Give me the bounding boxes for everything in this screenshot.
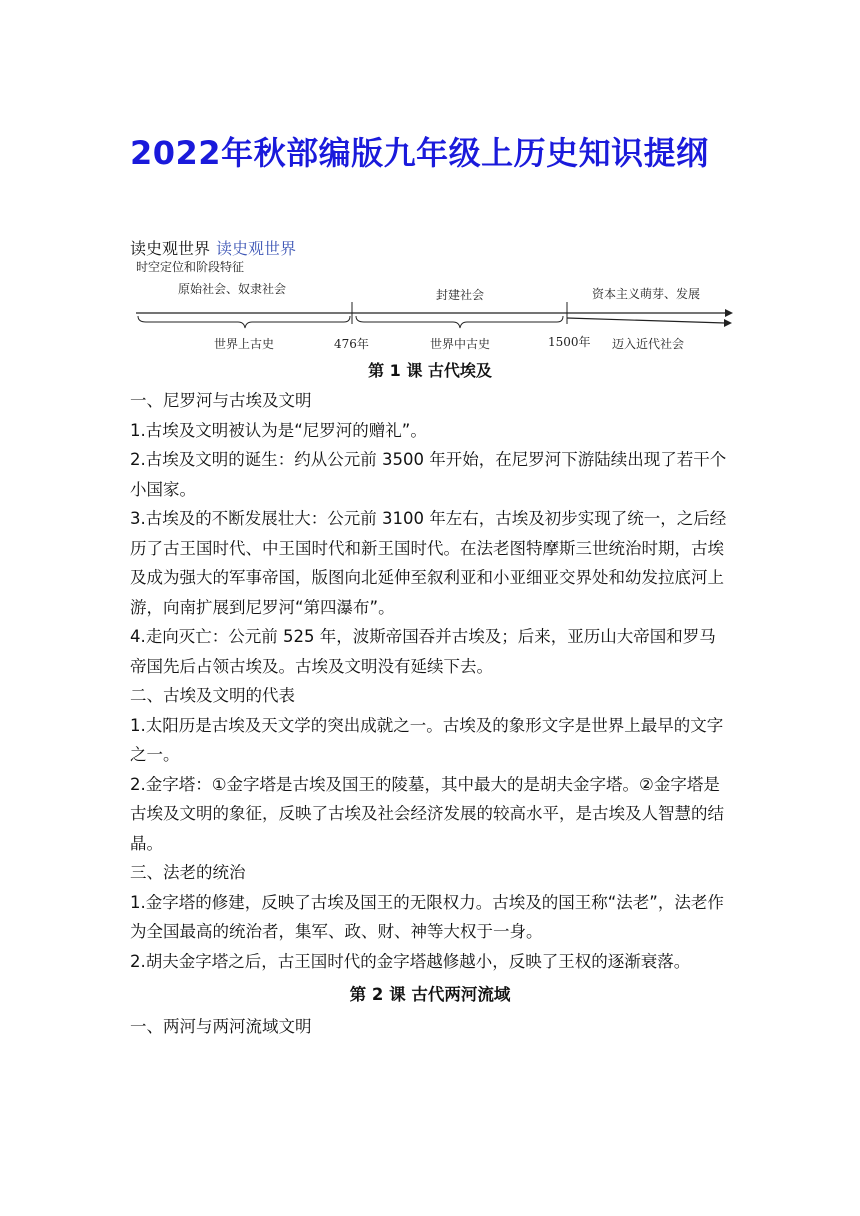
timeline-label-modern: 迈入近代社会 — [612, 337, 685, 351]
timeline-caption: 时空定位和阶段特征 — [136, 260, 245, 274]
timeline-label-capitalism: 资本主义萌芽、发展 — [592, 287, 701, 301]
lesson-1-section-3-heading: 三、法老的统治 — [130, 863, 246, 882]
section-heading — [130, 236, 296, 259]
document-body — [130, 386, 730, 1041]
section-heading-label: 读史观世界 — [130, 239, 211, 258]
lesson-1-section-1-heading: 一、尼罗河与古埃及文明 — [130, 391, 312, 410]
lesson-2-section-1-heading: 一、两河与两河流域文明 — [130, 1016, 312, 1036]
timeline-label-medieval-history: 世界中古史 — [430, 337, 491, 351]
lesson-2-title: 第 2 课 古代两河流域 — [349, 985, 511, 1004]
timeline-label-ancient-society: 原始社会、奴隶社会 — [178, 282, 287, 296]
lesson-1-paragraph: 3.古埃及的不断发展壮大：公元前 3100 年左右，古埃及初步实现了统一，之后经历了古王国时代、中王国时代和新王国时代。在法老图特摩斯三世统治时期，古埃及成为强大的军事帝国，版图向北延伸至叙利亚和小亚细亚交界处和幼发拉底河上游，向南扩展到尼罗河“第四瀑布”。 — [130, 509, 727, 617]
lesson-1-title: 第 1 课 古代埃及 — [368, 361, 492, 380]
lesson-1-paragraph: 1.古埃及文明被认为是“尼罗河的赠礼”。 — [130, 420, 427, 440]
timeline-figure — [130, 258, 740, 358]
lesson-1-paragraph: 1.太阳历是古埃及天文学的突出成就之一。古埃及的象形文字是世界上最早的文字之一。 — [130, 715, 724, 764]
timeline-label-476: 476年 — [334, 337, 369, 351]
lesson-1-paragraph: 2.古埃及文明的诞生：约从公元前 3500 年开始，在尼罗河下游陆续出现了若干个小国家。 — [130, 450, 727, 499]
timeline-label-feudal: 封建社会 — [436, 288, 485, 302]
timeline-label-ancient-history: 世界上古史 — [214, 337, 275, 351]
section-heading-link[interactable]: 读史观世界 — [216, 239, 297, 258]
timeline-label-1500: 1500年 — [548, 335, 591, 349]
lesson-1-section-2-heading: 二、古埃及文明的代表 — [130, 686, 295, 705]
lesson-1-paragraph: 2.胡夫金字塔之后，古王国时代的金字塔越修越小，反映了王权的逐渐衰落。 — [130, 951, 691, 971]
lesson-1-paragraph: 1.金字塔的修建，反映了古埃及国王的无限权力。古埃及的国王称“法老”，法老作为全国最高的统治者，集军、政、财、神等大权于一身。 — [130, 892, 724, 941]
lesson-1-paragraph: 2.金字塔：①金字塔是古埃及国王的陵墓，其中最大的是胡夫金字塔。②金字塔是古埃及文明的象征，反映了古埃及社会经济发展的较高水平，是古埃及人智慧的结晶。 — [130, 774, 724, 853]
lesson-1-paragraph: 4.走向灭亡：公元前 525 年，波斯帝国吞并古埃及；后来，亚历山大帝国和罗马帝国先后占领古埃及。古埃及文明没有延续下去。 — [130, 627, 716, 676]
page-title: 2022年秋部编版九年级上历史知识提纲 — [130, 134, 709, 172]
